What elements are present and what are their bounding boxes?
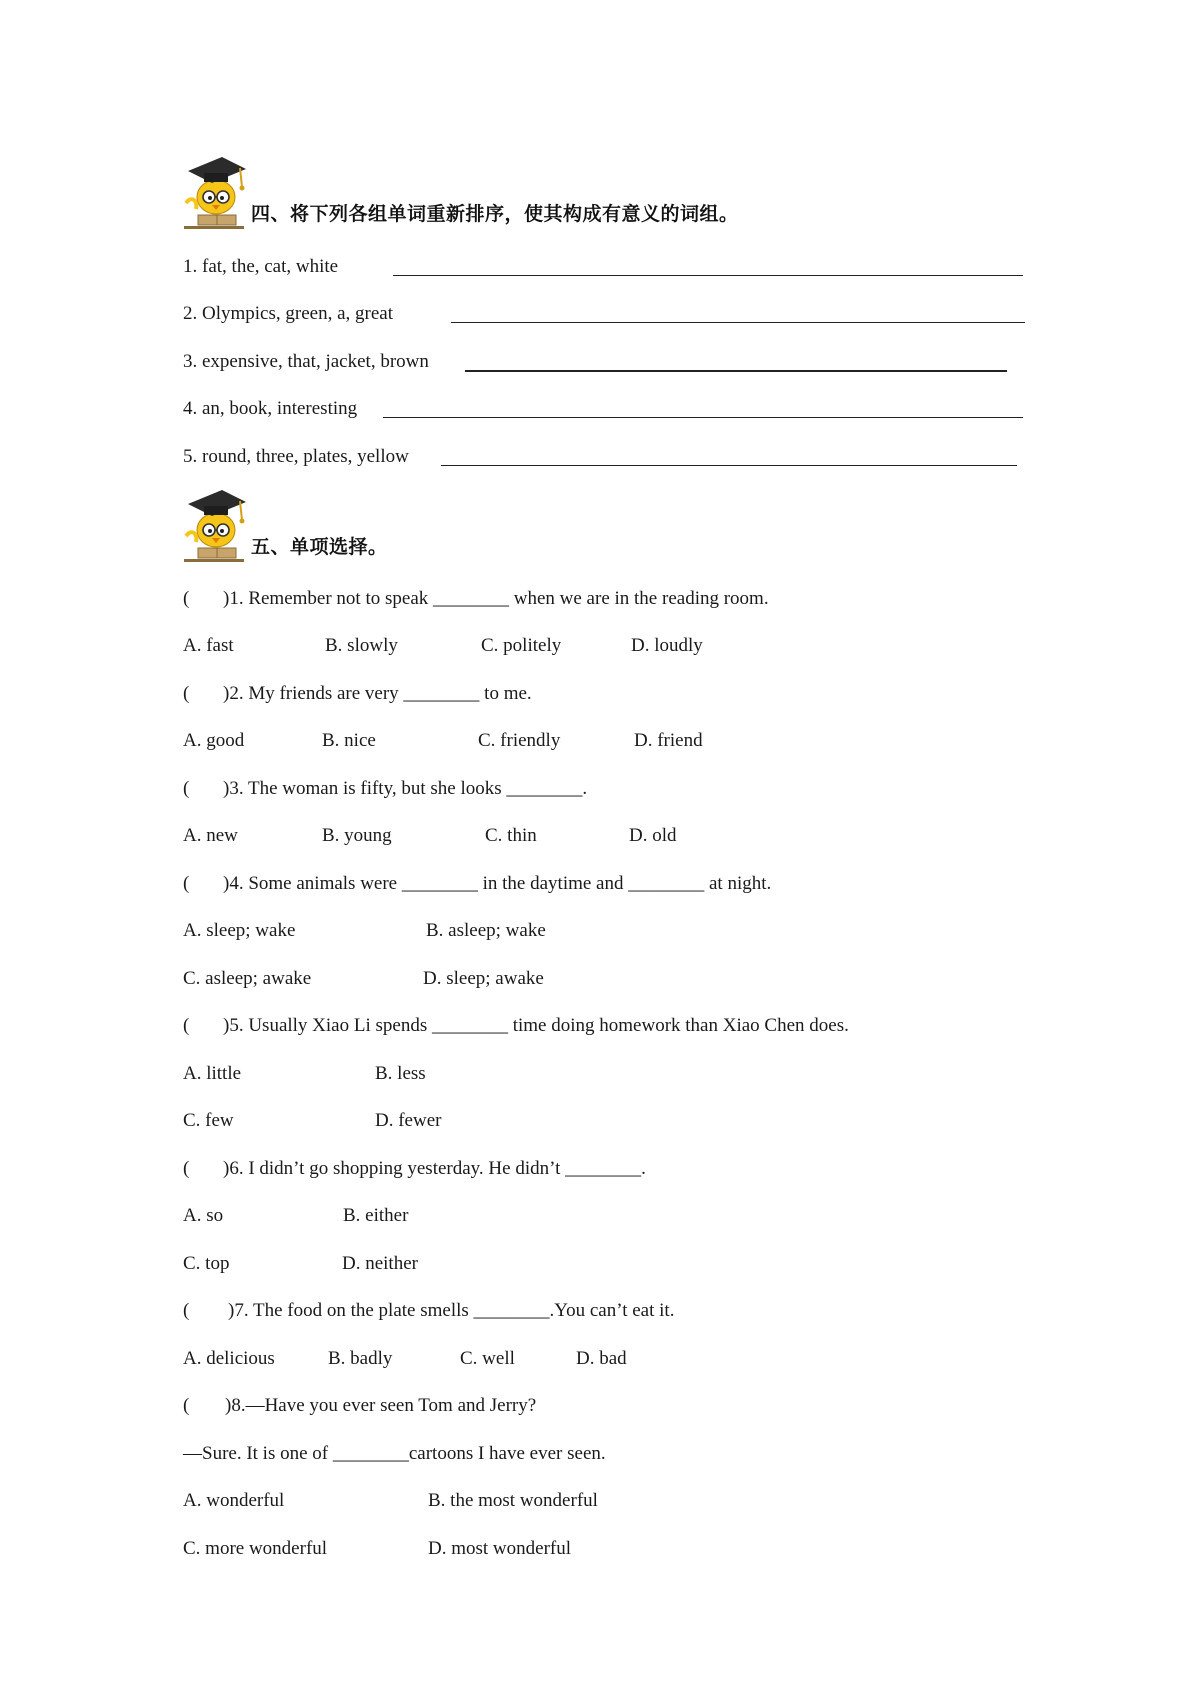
question-6 (183, 1157, 646, 1181)
question-prompt: )8.—Have you ever seen Tom and Jerry? (225, 1395, 537, 1416)
question-prompt: )2. My friends are very ________ to me. (223, 683, 532, 704)
option-b[interactable]: B. the most wonderful (428, 1490, 598, 1511)
option-c[interactable]: C. few (183, 1110, 234, 1131)
section-5-title: 五、单项选择。 (251, 536, 388, 558)
reorder-item-text: 5. round, three, plates, yellow (183, 446, 409, 467)
section-4-title: 四、将下列各组单词重新排序，使其构成有意义的词组。 (251, 203, 739, 225)
option-a[interactable]: A. fast (183, 635, 234, 656)
option-b[interactable]: B. young (322, 825, 392, 846)
reorder-item-text: 1. fat, the, cat, white (183, 256, 339, 277)
option-a[interactable]: A. little (183, 1063, 242, 1084)
question-5 (183, 1014, 849, 1038)
option-a[interactable]: A. good (183, 730, 245, 751)
option-b[interactable]: B. nice (322, 730, 376, 751)
section-5-header (180, 486, 1080, 566)
question-prompt: )6. I didn’t go shopping yesterday. He didn’t ________. (223, 1158, 646, 1179)
reorder-item-text: 2. Olympics, green, a, great (183, 303, 393, 324)
reorder-item-2 (183, 302, 393, 326)
answer-paren[interactable]: ( (183, 873, 190, 894)
option-a[interactable]: A. delicious (183, 1348, 275, 1369)
graduate-chick-icon (180, 153, 248, 233)
option-d[interactable]: D. neither (342, 1253, 418, 1274)
answer-paren[interactable]: ( (183, 1395, 190, 1416)
answer-blank[interactable] (383, 417, 1023, 418)
option-b[interactable]: B. slowly (325, 635, 398, 656)
reorder-item-4 (183, 397, 357, 421)
option-a[interactable]: A. new (183, 825, 238, 846)
reorder-item-3 (183, 350, 429, 374)
option-a[interactable]: A. wonderful (183, 1490, 285, 1511)
option-c[interactable]: C. friendly (478, 730, 561, 751)
answer-paren[interactable]: ( (183, 683, 190, 704)
option-d[interactable]: D. sleep; awake (423, 968, 544, 989)
option-c[interactable]: C. asleep; awake (183, 968, 312, 989)
question-prompt: )5. Usually Xiao Li spends ________ time doing homework than Xiao Chen does. (223, 1015, 849, 1036)
option-d[interactable]: D. old (629, 825, 677, 846)
question-4 (183, 872, 772, 896)
question-1 (183, 587, 769, 611)
answer-paren[interactable]: ( (183, 588, 190, 609)
reorder-item-1 (183, 255, 338, 279)
question-prompt: )1. Remember not to speak ________ when we are in the reading room. (223, 588, 769, 609)
reorder-item-text: 4. an, book, interesting (183, 398, 358, 419)
option-d[interactable]: D. friend (634, 730, 703, 751)
answer-paren[interactable]: ( (183, 1300, 190, 1321)
question-8 (183, 1394, 537, 1418)
option-c[interactable]: C. politely (481, 635, 562, 656)
option-b[interactable]: B. less (375, 1063, 426, 1084)
question-prompt: )3. The woman is fifty, but she looks ________. (223, 778, 588, 799)
option-b[interactable]: B. either (343, 1205, 409, 1226)
option-d[interactable]: D. bad (576, 1348, 627, 1369)
option-c[interactable]: C. thin (485, 825, 537, 846)
graduate-chick-icon (180, 486, 248, 566)
option-c[interactable]: C. top (183, 1253, 230, 1274)
question-7 (183, 1299, 675, 1323)
answer-paren[interactable]: ( (183, 1015, 190, 1036)
answer-paren[interactable]: ( (183, 1158, 190, 1179)
question-2 (183, 682, 532, 706)
answer-paren[interactable]: ( (183, 778, 190, 799)
option-a[interactable]: A. so (183, 1205, 224, 1226)
answer-blank[interactable] (393, 275, 1023, 276)
option-d[interactable]: D. loudly (631, 635, 703, 656)
option-c[interactable]: C. well (460, 1348, 515, 1369)
section-4-header (180, 153, 1080, 233)
question-prompt: )4. Some animals were ________ in the daytime and ________ at night. (223, 873, 772, 894)
question-prompt: )7. The food on the plate smells ________.You can’t eat it. (228, 1300, 675, 1321)
reorder-item-text: 3. expensive, that, jacket, brown (183, 351, 429, 372)
question-8-reply (183, 1442, 606, 1466)
question-reply: —Sure. It is one of ________cartoons I have ever seen. (183, 1443, 606, 1464)
option-c[interactable]: C. more wonderful (183, 1538, 328, 1559)
question-3 (183, 777, 588, 801)
option-d[interactable]: D. fewer (375, 1110, 442, 1131)
answer-blank[interactable] (451, 322, 1025, 323)
option-b[interactable]: B. badly (328, 1348, 393, 1369)
option-d[interactable]: D. most wonderful (428, 1538, 572, 1559)
answer-blank[interactable] (465, 370, 1007, 372)
answer-blank[interactable] (441, 465, 1017, 466)
reorder-item-5 (183, 445, 409, 469)
option-b[interactable]: B. asleep; wake (426, 920, 546, 941)
option-a[interactable]: A. sleep; wake (183, 920, 296, 941)
